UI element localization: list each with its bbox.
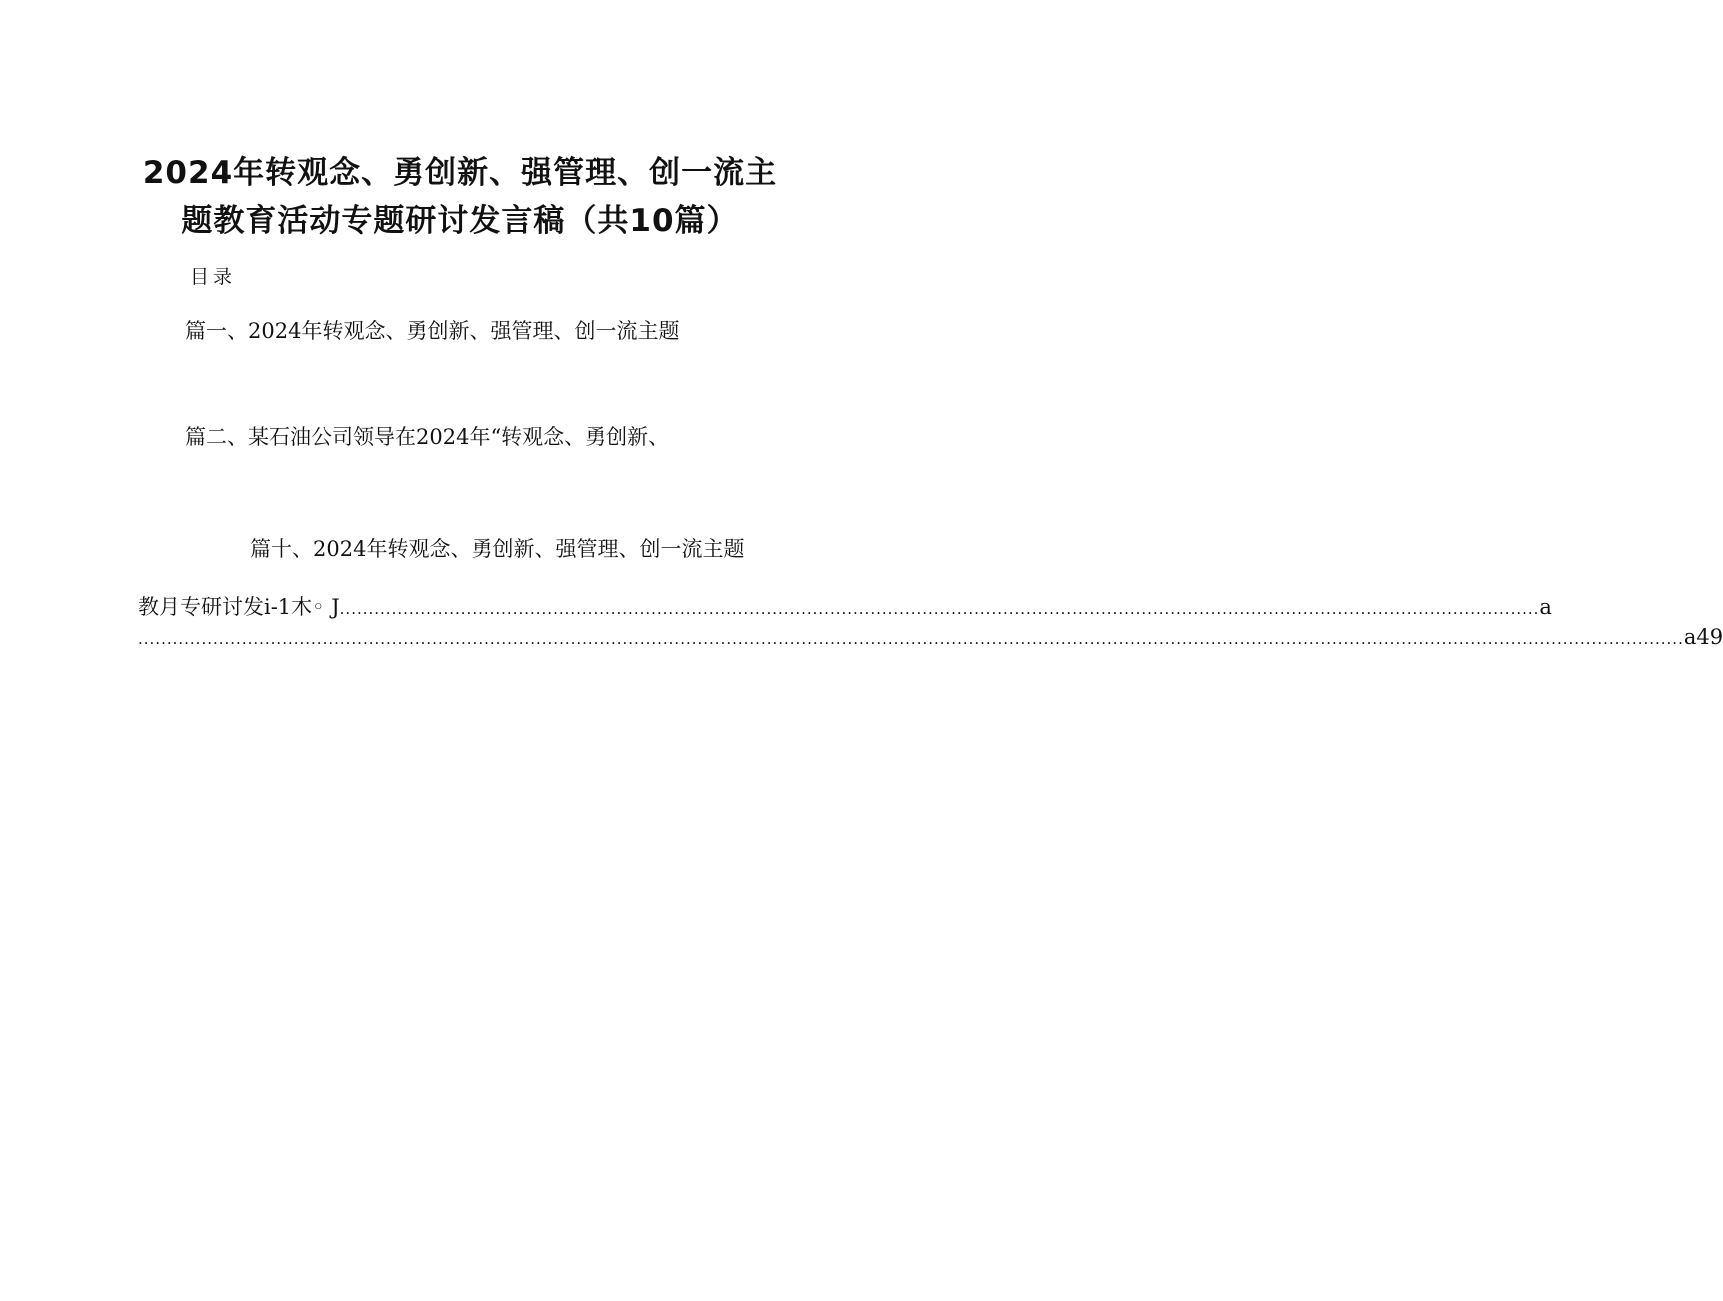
toc-heading: 目录 <box>190 266 237 288</box>
title-line-1: 2024年转观念、勇创新、强管理、创一流主 <box>142 154 778 191</box>
toc-final-row[interactable] <box>138 622 1723 652</box>
toc-page-number: a49 <box>1683 625 1723 649</box>
toc-item-1[interactable]: 篇一、2024年转观念、勇创新、强管理、创一流主题 <box>185 319 680 343</box>
title-line-2: 题教育活动专题研讨发言稿（共10篇） <box>181 202 739 239</box>
document-title <box>0 149 920 245</box>
toc-continuation-text: 教月专研讨发i-1木◦ J <box>138 595 340 619</box>
toc-continuation-row[interactable] <box>138 592 1552 622</box>
toc-item-2[interactable]: 篇二、某石油公司领导在2024年“转观念、勇创新、 <box>185 425 670 449</box>
toc-item-10[interactable]: 篇十、2024年转观念、勇创新、强管理、创一流主题 <box>250 537 745 561</box>
toc-page-number: a <box>1539 595 1552 619</box>
toc-leader-dots: ................................................................................................................................................................................................................ <box>339 600 1540 618</box>
toc-leader-dots: ............................................................................................................................................................................................................................................................................ <box>138 630 1684 648</box>
